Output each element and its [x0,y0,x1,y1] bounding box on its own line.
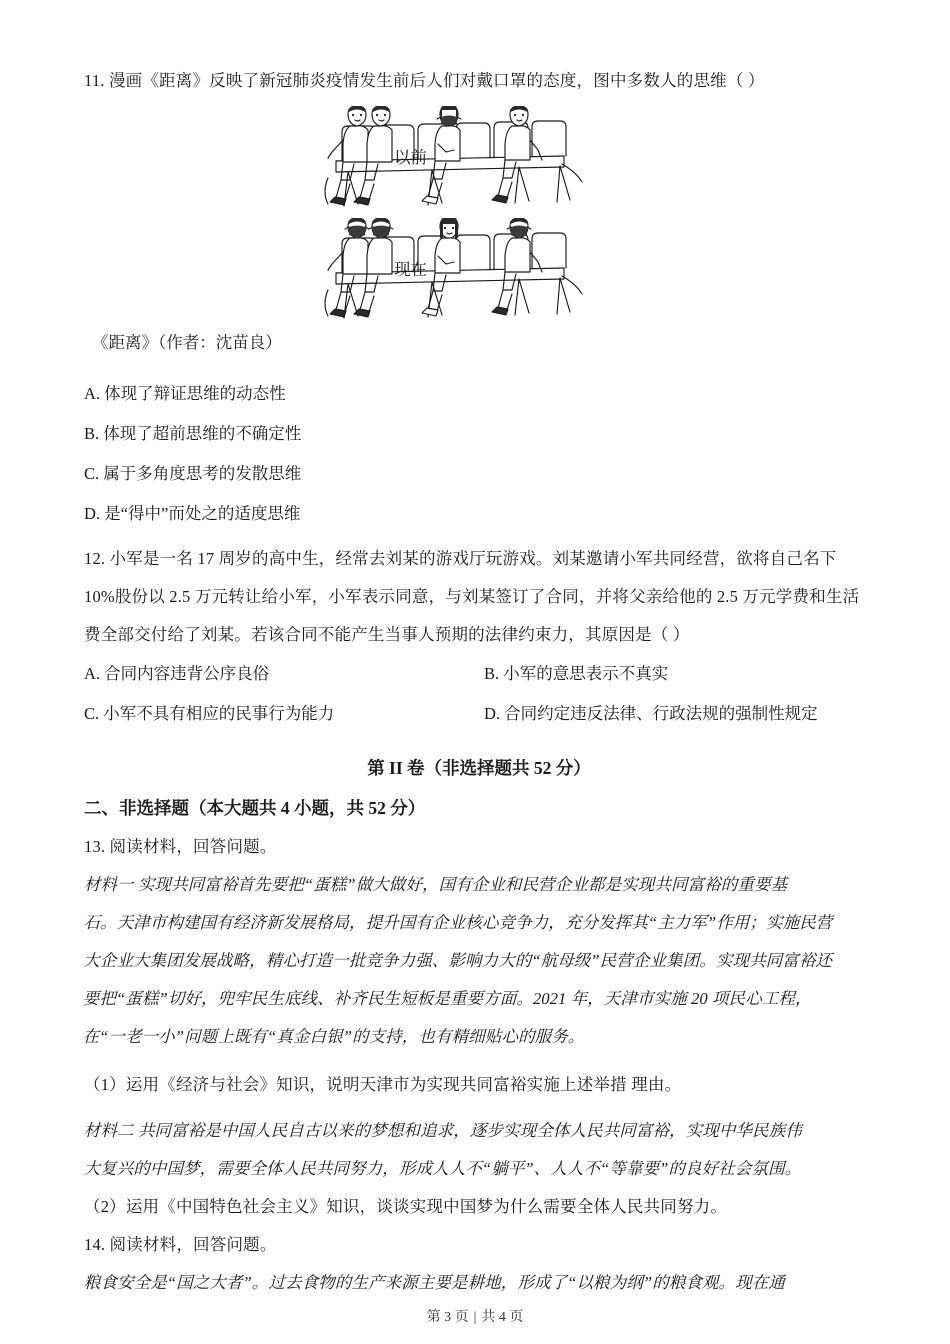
question-12-option-d[interactable]: D. 合同约定违反法律、行政法规的强制性规定 [484,704,818,723]
question-13-sub-1: （1）运用《经济与社会》知识，说明天津市为实现共同富裕实施上述举措 理由。 [84,1075,682,1094]
volume-2-title: 第 II 卷（非选择题共 52 分） [367,758,591,778]
page-content [84,62,874,1302]
question-11-figure [84,106,844,360]
cartoon-before-masks [84,106,844,214]
question-11-option-b[interactable]: B. 体现了超前思维的不确定性 [84,424,302,443]
question-12-option-c[interactable]: C. 小军不具有相应的民事行为能力 [84,704,335,723]
footer-separator: | [473,1310,477,1325]
question-11-option-c[interactable]: C. 属于多角度思考的发散思维 [84,464,302,483]
question-13-material-2 [83,1112,874,1188]
material-1-line-2: 石。天津市构建国有经济新发展格局，提升国有企业核心竞争力，充分发挥其“主力军”作用；实施民营 [83,913,833,932]
figure-panel-after [84,218,844,326]
question-13-stem: 13. 阅读材料，回答问题。 [84,837,277,856]
question-11-stem: 11. 漫画《距离》反映了新冠肺炎疫情发生前后人们对戴口罩的态度，图中多数人的思维（ ） [84,71,765,90]
question-12-stem-line-2: 10%股份以 2.5 万元转让给小军，小军表示同意，与刘某签订了合同，并将父亲给他的 2.5 万元学费和生活 [84,587,860,606]
page-footer [0,1306,950,1326]
figure-panel-before [84,106,844,214]
material-1-line-1: 材料一 实现共同富裕首先要把“蛋糕”做大做好，国有企业和民营企业都是实现共同富裕的重要基 [83,875,788,894]
question-13-sub-2: （2）运用《中国特色社会主义》知识，谈谈实现中国梦为什么需要全体人民共同努力。 [84,1197,728,1216]
question-14-material-line-1: 粮食安全是“国之大者”。过去食物的生产来源主要是耕地，形成了“以粮为纲”的粮食观。现在通 [83,1273,786,1292]
question-12-stem-line-1: 12. 小军是一名 17 周岁的高中生，经常去刘某的游戏厅玩游戏。刘某邀请小军共同经营，欲将自己名下 [84,549,837,568]
question-12-options-row-2 [84,694,874,734]
figure-caption: 《距离》（作者：沈苗良） [92,333,282,352]
material-2-line-2: 大复兴的中国梦，需要全体人民共同努力，形成人人不“躺平”、人人不“等靠要”的良好社会氛围。 [83,1159,802,1178]
question-14-stem: 14. 阅读材料，回答问题。 [84,1235,277,1254]
question-12-option-b[interactable]: B. 小军的意思表示不真实 [484,664,669,683]
figure-label-before: 以前 [394,148,427,167]
cartoon-after-masks [84,218,844,326]
question-14-material [84,1264,874,1302]
footer-total-pages: 共 4 页 [481,1310,524,1325]
footer-current-page: 第 3 页 [426,1310,469,1325]
material-1-line-5: 在“一老一小”问题上既有“真金白银”的支持，也有精细贴心的服务。 [82,1027,585,1046]
material-1-line-4: 要把“蛋糕”切好，兜牢民生底线、补齐民生短板是重要方面。2021 年，天津市实施 20 项民心工程， [82,989,812,1008]
question-13-material-1 [82,866,874,1056]
figure-label-after: 现在 [394,260,427,279]
question-11-option-d[interactable]: D. 是“得中”而处之的适度思维 [84,504,301,523]
section-2-heading: 二、非选择题（本大题共 4 小题，共 52 分） [84,798,426,818]
question-12-option-a[interactable]: A. 合同内容违背公序良俗 [84,664,270,683]
question-12-stem-line-3: 费全部交付给了刘某。若该合同不能产生当事人预期的法律约束力，其原因是（ ） [84,625,690,644]
question-11-option-a[interactable]: A. 体现了辩证思维的动态性 [84,384,286,403]
material-2-line-1: 材料二 共同富裕是中国人民自古以来的梦想和追求，逐步实现全体人民共同富裕，实现中华民族伟 [83,1121,802,1140]
question-12-options-row-1 [84,654,874,694]
material-1-line-3: 大企业大集团发展战略，精心打造一批竞争力强、影响力大的“航母级”民营企业集团。实现共同富裕还 [83,951,833,970]
